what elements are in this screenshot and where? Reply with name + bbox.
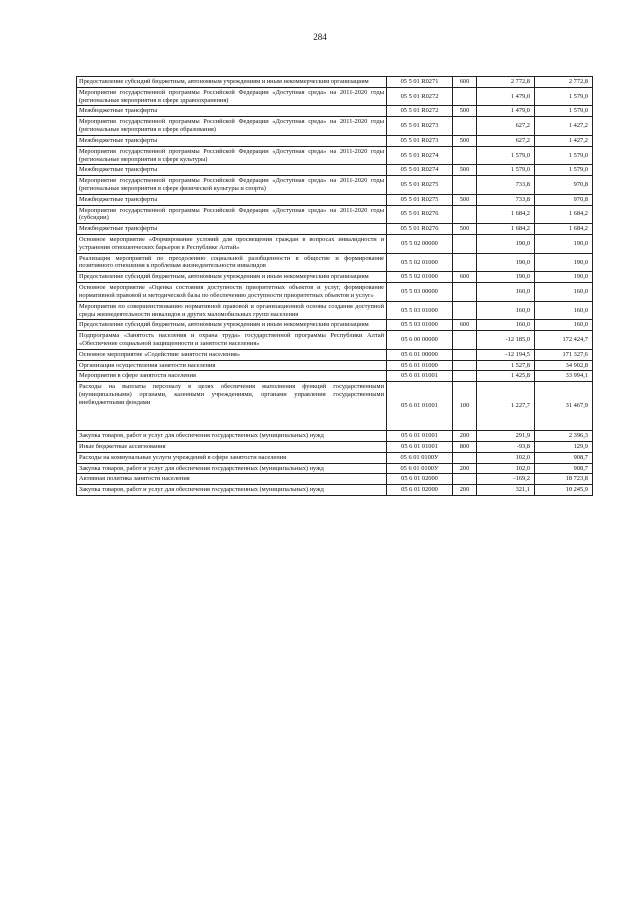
- row-code: 05 5 01 R0271: [387, 77, 453, 88]
- row-amount-2: 190,0: [535, 253, 593, 272]
- row-code: 05 6 01 0100У: [387, 452, 453, 463]
- row-expense-type: 500: [453, 194, 477, 205]
- page-number: 284: [313, 32, 327, 42]
- table-row: [77, 382, 593, 431]
- table-row: [77, 235, 593, 254]
- table-row: [77, 452, 593, 463]
- row-amount-1: 733,8: [477, 194, 535, 205]
- row-amount-2: 171 327,6: [535, 349, 593, 360]
- table-row: [77, 194, 593, 205]
- row-name: Закупка товаров, работ и услуг для обеспечения государственных (муниципальных) нужд: [77, 463, 387, 474]
- row-expense-type: [453, 253, 477, 272]
- row-amount-1: 1 527,8: [477, 360, 535, 371]
- row-name: Мероприятия государственной программы Российской Федерации «Доступная среда» на 2011-2020 годы (региональные мероприятия в сфере образования): [77, 117, 387, 136]
- row-name: Подпрограмма «Занятость населения и охрана труда» государственной программы Республики Алтай «Обеспечение социальной защищенности и занятости населения»: [77, 331, 387, 350]
- row-code: 05 6 01 0100У: [387, 463, 453, 474]
- row-code: 05 5 01 R0276: [387, 224, 453, 235]
- row-expense-type: [453, 117, 477, 136]
- row-amount-2: 1 684,2: [535, 205, 593, 224]
- row-amount-2: 1 579,0: [535, 165, 593, 176]
- row-amount-2: 908,7: [535, 463, 593, 474]
- row-expense-type: 600: [453, 272, 477, 283]
- row-code: 05 6 01 01001: [387, 371, 453, 382]
- row-code: 05 5 01 R0274: [387, 146, 453, 165]
- table-row: [77, 371, 593, 382]
- row-amount-2: 1 427,2: [535, 135, 593, 146]
- row-amount-1: 291,9: [477, 431, 535, 442]
- table-row: [77, 176, 593, 195]
- row-name: Предоставление субсидий бюджетным, автономным учреждениям и иным некоммерческим организациям: [77, 320, 387, 331]
- row-name: Иные бюджетные ассигнования: [77, 442, 387, 453]
- table-row: [77, 135, 593, 146]
- row-expense-type: [453, 349, 477, 360]
- row-amount-2: 160,0: [535, 301, 593, 320]
- row-expense-type: [453, 146, 477, 165]
- row-code: 05 6 01 01001: [387, 382, 453, 431]
- row-code: 05 5 01 R0276: [387, 205, 453, 224]
- row-name: Межбюджетные трансферты: [77, 194, 387, 205]
- table-row: [77, 205, 593, 224]
- row-expense-type: [453, 331, 477, 350]
- row-amount-1: 160,0: [477, 301, 535, 320]
- table-row: [77, 301, 593, 320]
- row-name: Межбюджетные трансферты: [77, 224, 387, 235]
- row-name: Межбюджетные трансферты: [77, 106, 387, 117]
- table-row: [77, 165, 593, 176]
- table-row: [77, 146, 593, 165]
- row-amount-2: 160,0: [535, 283, 593, 302]
- row-expense-type: 600: [453, 77, 477, 88]
- row-code: 05 6 01 02000: [387, 474, 453, 485]
- row-amount-1: 627,2: [477, 135, 535, 146]
- row-code: 05 6 01 01001: [387, 431, 453, 442]
- row-amount-2: 129,9: [535, 442, 593, 453]
- budget-table: [76, 76, 593, 496]
- row-name: Закупка товаров, работ и услуг для обеспечения государственных (муниципальных) нужд: [77, 431, 387, 442]
- row-amount-1: 1 579,0: [477, 146, 535, 165]
- row-name: Расходы на коммунальные услуги учреждений в сфере занятости населения: [77, 452, 387, 463]
- row-amount-1: 1 227,7: [477, 382, 535, 431]
- table-row: [77, 253, 593, 272]
- row-expense-type: [453, 205, 477, 224]
- table-row: [77, 224, 593, 235]
- row-code: 05 6 00 00000: [387, 331, 453, 350]
- row-amount-1: 160,0: [477, 320, 535, 331]
- row-name: Основное мероприятие «Содействие занятости населения»: [77, 349, 387, 360]
- row-code: 05 6 01 00000: [387, 349, 453, 360]
- row-amount-2: 1 427,2: [535, 117, 593, 136]
- row-code: 05 5 01 R0272: [387, 106, 453, 117]
- row-code: 05 5 01 R0274: [387, 165, 453, 176]
- row-name: Предоставление субсидий бюджетным, автономным учреждениям и иным некоммерческим организациям: [77, 272, 387, 283]
- row-expense-type: 500: [453, 165, 477, 176]
- row-amount-1: 733,8: [477, 176, 535, 195]
- row-expense-type: [453, 235, 477, 254]
- row-amount-1: -12 185,0: [477, 331, 535, 350]
- row-expense-type: 200: [453, 431, 477, 442]
- row-amount-1: 1 684,2: [477, 224, 535, 235]
- row-code: 05 5 03 01000: [387, 320, 453, 331]
- row-name: Мероприятия государственной программы Российской Федерации «Доступная среда» на 2011-2020 годы (субсидии): [77, 205, 387, 224]
- row-amount-2: 18 723,8: [535, 474, 593, 485]
- row-amount-2: 190,0: [535, 272, 593, 283]
- row-amount-2: 1 579,0: [535, 106, 593, 117]
- row-code: 05 5 01 R0273: [387, 135, 453, 146]
- row-amount-2: 172 424,7: [535, 331, 593, 350]
- row-amount-1: 1 479,0: [477, 106, 535, 117]
- row-name: Предоставление субсидий бюджетным, автономным учреждениям и иным некоммерческим организациям: [77, 77, 387, 88]
- table-row: [77, 485, 593, 496]
- table-row: [77, 442, 593, 453]
- table-row: [77, 349, 593, 360]
- row-expense-type: [453, 360, 477, 371]
- row-code: 05 6 01 01000: [387, 360, 453, 371]
- row-amount-2: 1 579,0: [535, 146, 593, 165]
- table-row: [77, 320, 593, 331]
- row-amount-1: 190,0: [477, 272, 535, 283]
- row-name: Мероприятия государственной программы Российской Федерации «Доступная среда» на 2011-2020 годы (региональные мероприятия в сфере культуры): [77, 146, 387, 165]
- row-amount-1: -12 194,5: [477, 349, 535, 360]
- row-amount-2: 970,8: [535, 176, 593, 195]
- row-code: 05 5 01 R0273: [387, 117, 453, 136]
- row-name: Межбюджетные трансферты: [77, 165, 387, 176]
- table-row: [77, 106, 593, 117]
- table-row: [77, 360, 593, 371]
- row-amount-1: 190,0: [477, 235, 535, 254]
- row-code: 05 5 02 00000: [387, 235, 453, 254]
- row-amount-1: 1 684,2: [477, 205, 535, 224]
- row-code: 05 5 01 R0275: [387, 176, 453, 195]
- row-name: Мероприятия в сфере занятости населения: [77, 371, 387, 382]
- row-expense-type: [453, 283, 477, 302]
- row-expense-type: 500: [453, 135, 477, 146]
- row-amount-2: 970,8: [535, 194, 593, 205]
- table-row: [77, 272, 593, 283]
- row-name: Организация осуществления занятости населения: [77, 360, 387, 371]
- row-amount-2: 160,0: [535, 320, 593, 331]
- row-amount-1: -169,2: [477, 474, 535, 485]
- row-amount-1: 190,0: [477, 253, 535, 272]
- row-name: Основное мероприятие «Оценка состояния доступности приоритетных объектов и услуг, формирование нормативной правовой и методической базы по обеспечению доступности приоритетных объектов и услуг»: [77, 283, 387, 302]
- row-code: 05 5 01 R0275: [387, 194, 453, 205]
- row-code: 05 5 03 00000: [387, 283, 453, 302]
- row-amount-1: 321,1: [477, 485, 535, 496]
- row-amount-1: 2 772,8: [477, 77, 535, 88]
- row-amount-1: 160,0: [477, 283, 535, 302]
- row-amount-2: 33 994,1: [535, 371, 593, 382]
- row-amount-1: 102,0: [477, 463, 535, 474]
- row-amount-2: 34 902,8: [535, 360, 593, 371]
- row-name: Мероприятия по совершенствованию нормативной правовой и организационной основы создания доступной среды жизнедеятельности инвалидов и других маломобильных групп населения: [77, 301, 387, 320]
- row-name: Расходы на выплаты персоналу в целях обеспечения выполнения функций государственными (муниципальными) органами, казенными учреждениями, органами управления государственными внебюджетными фондами: [77, 382, 387, 431]
- row-expense-type: [453, 301, 477, 320]
- row-expense-type: 600: [453, 320, 477, 331]
- table-row: [77, 117, 593, 136]
- row-amount-1: 102,0: [477, 452, 535, 463]
- row-expense-type: 200: [453, 485, 477, 496]
- row-expense-type: [453, 176, 477, 195]
- row-code: 05 5 02 01000: [387, 272, 453, 283]
- budget-table-body: [77, 77, 593, 496]
- row-amount-1: 1 479,0: [477, 87, 535, 106]
- table-row: [77, 77, 593, 88]
- table-row: [77, 283, 593, 302]
- row-name: Межбюджетные трансферты: [77, 135, 387, 146]
- row-name: Активная политика занятости населения: [77, 474, 387, 485]
- table-row: [77, 331, 593, 350]
- row-amount-2: 1 684,2: [535, 224, 593, 235]
- row-amount-1: 1 425,8: [477, 371, 535, 382]
- row-expense-type: 100: [453, 382, 477, 431]
- row-amount-2: 908,7: [535, 452, 593, 463]
- row-name: Основное мероприятие «Формирование условий для просвещения граждан в вопросах инвалидности и устранения отношенческих барьеров в Республике Алтай»: [77, 235, 387, 254]
- row-expense-type: [453, 474, 477, 485]
- row-amount-2: 2 772,8: [535, 77, 593, 88]
- row-name: Мероприятия государственной программы Российской Федерации «Доступная среда» на 2011-2020 годы (региональные мероприятия в сфере физической культуры и спорта): [77, 176, 387, 195]
- table-row: [77, 463, 593, 474]
- row-expense-type: [453, 87, 477, 106]
- row-amount-1: 1 579,0: [477, 165, 535, 176]
- row-amount-2: 10 245,9: [535, 485, 593, 496]
- row-name: Мероприятия государственной программы Российской Федерации «Доступная среда» на 2011-2020 годы (региональные мероприятия в сфере здравоохранения): [77, 87, 387, 106]
- row-expense-type: 200: [453, 463, 477, 474]
- row-expense-type: 500: [453, 224, 477, 235]
- row-code: 05 5 01 R0272: [387, 87, 453, 106]
- row-amount-1: 627,2: [477, 117, 535, 136]
- row-amount-2: 2 396,3: [535, 431, 593, 442]
- row-code: 05 6 01 01001: [387, 442, 453, 453]
- row-expense-type: [453, 371, 477, 382]
- row-expense-type: 500: [453, 106, 477, 117]
- row-expense-type: [453, 452, 477, 463]
- row-name: Реализация мероприятий по преодолению социальной разобщенности в обществе и формирование позитивного отношения к проблемам жизнедеятельности инвалидов: [77, 253, 387, 272]
- row-amount-2: 1 579,0: [535, 87, 593, 106]
- row-code: 05 6 01 02000: [387, 485, 453, 496]
- table-row: [77, 431, 593, 442]
- row-code: 05 5 03 01000: [387, 301, 453, 320]
- row-amount-1: -93,8: [477, 442, 535, 453]
- table-row: [77, 87, 593, 106]
- row-expense-type: 800: [453, 442, 477, 453]
- row-name: Закупка товаров, работ и услуг для обеспечения государственных (муниципальных) нужд: [77, 485, 387, 496]
- row-amount-2: 190,0: [535, 235, 593, 254]
- row-code: 05 5 02 01000: [387, 253, 453, 272]
- row-amount-2: 31 467,9: [535, 382, 593, 431]
- table-row: [77, 474, 593, 485]
